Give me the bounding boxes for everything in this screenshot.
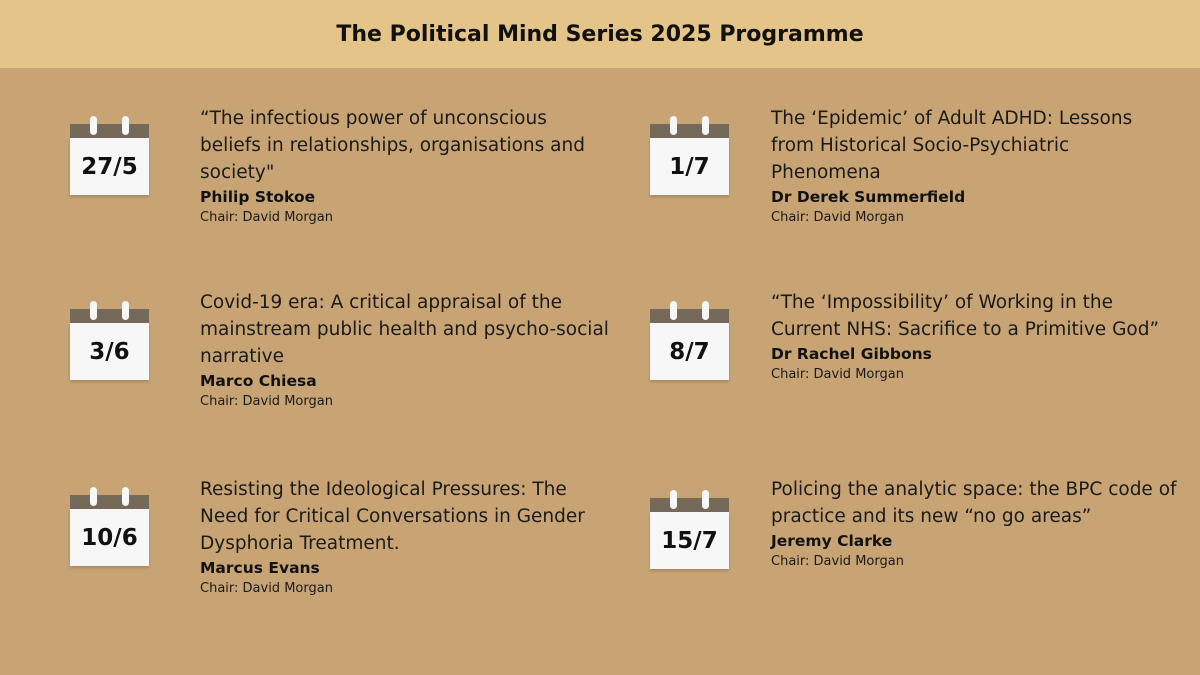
event-chair: Chair: David Morgan <box>200 581 333 596</box>
event-speaker: Dr Derek Summerfield <box>771 188 966 206</box>
page-title: The Political Mind Series 2025 Programme <box>336 21 864 47</box>
calendar-icon <box>650 301 729 384</box>
event-speaker: Marcus Evans <box>200 559 320 577</box>
calendar-icon <box>70 301 149 384</box>
event-date: 8/7 <box>650 323 729 380</box>
event-chair: Chair: David Morgan <box>771 210 904 225</box>
calendar-icon <box>70 116 149 199</box>
event-title: “The infectious power of unconscious beliefs in relationships, organisations and society" <box>200 108 585 183</box>
event-date: 27/5 <box>70 138 149 195</box>
event-speaker: Philip Stokoe <box>200 188 316 206</box>
event-date: 10/6 <box>70 509 149 566</box>
event-speaker: Dr Rachel Gibbons <box>771 345 932 363</box>
event-details <box>200 476 610 599</box>
event-title: Resisting the Ideological Pressures: The Need for Critical Conversations in Gender Dysphoria Treatment. <box>200 479 585 554</box>
event-date: 15/7 <box>650 512 729 569</box>
event-details <box>200 105 610 228</box>
event-date: 1/7 <box>650 138 729 195</box>
calendar-icon <box>650 490 729 573</box>
event-details <box>200 289 610 412</box>
event-chair: Chair: David Morgan <box>771 554 904 569</box>
event-details <box>771 289 1181 385</box>
event-title: Policing the analytic space: the BPC code of practice and its new “no go areas” <box>771 479 1177 527</box>
calendar-icon <box>70 487 149 570</box>
event-chair: Chair: David Morgan <box>771 367 904 382</box>
header-banner <box>0 0 1200 68</box>
event-chair: Chair: David Morgan <box>200 394 333 409</box>
event-speaker: Jeremy Clarke <box>771 532 893 550</box>
event-date: 3/6 <box>70 323 149 380</box>
event-details <box>771 476 1181 572</box>
event-title: The ‘Epidemic’ of Adult ADHD: Lessons from Historical Socio-Psychiatric Phenomena <box>771 108 1133 183</box>
event-speaker: Marco Chiesa <box>200 372 317 390</box>
event-title: “The ‘Impossibility’ of Working in the Current NHS: Sacrifice to a Primitive God” <box>771 292 1160 340</box>
event-chair: Chair: David Morgan <box>200 210 333 225</box>
event-title: Covid-19 era: A critical appraisal of the mainstream public health and psycho-social narrative <box>200 292 609 367</box>
calendar-icon <box>650 116 729 199</box>
event-details <box>771 105 1181 228</box>
